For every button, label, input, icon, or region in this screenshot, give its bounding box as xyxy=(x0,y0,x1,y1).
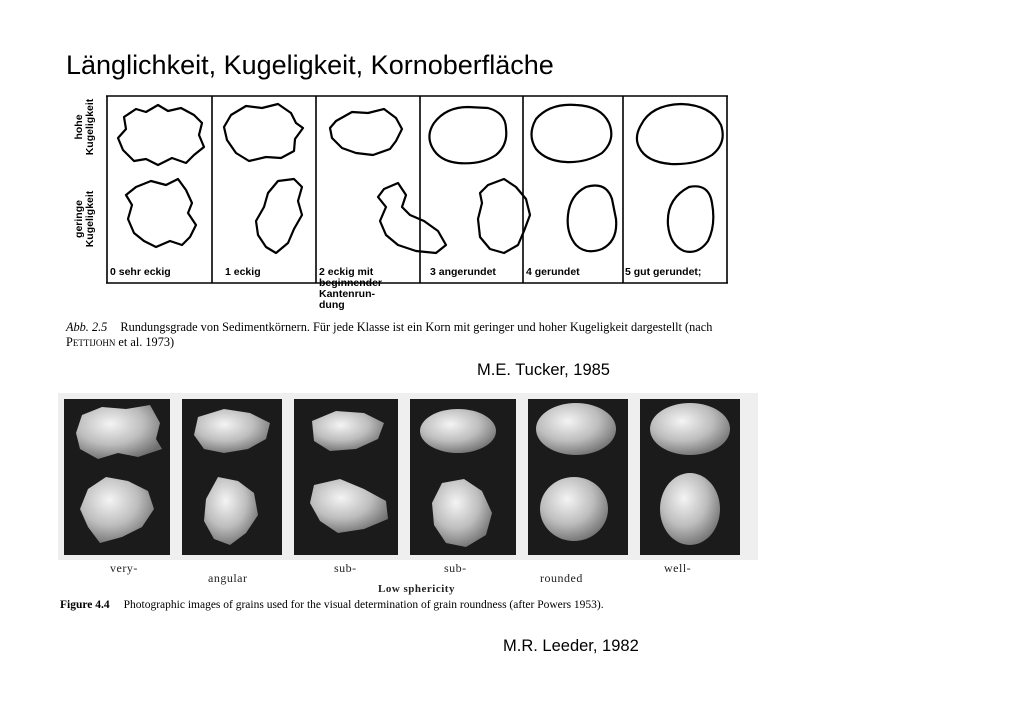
figure2-caption-lead: Figure 4.4 xyxy=(60,599,110,611)
photo-label-low-sphericity: Low sphericity xyxy=(378,583,455,595)
photo-label-very: very- xyxy=(110,561,138,575)
photo-label-well: well- xyxy=(664,561,692,575)
figure2-caption-text: Photographic images of grains used for the visual determination of grain roundness (after Powers 1953). xyxy=(123,599,604,611)
photo-label-sub-2: sub- xyxy=(444,561,467,575)
figure1-caption-tail: et al. 1973) xyxy=(118,335,175,349)
photo-label-rounded: rounded xyxy=(540,571,583,585)
row-label-high-sphericity: hohe Kugeligkeit xyxy=(73,98,96,156)
class-label-1: 1 eckig xyxy=(225,266,261,278)
roundness-figure-photos xyxy=(58,393,758,615)
row-label-low-sphericity: geringe Kugeligkeit xyxy=(73,190,96,248)
class-label-2: 2 eckig mit beginnender Kantenrun- dung xyxy=(319,266,383,311)
roundness-figure-drawing xyxy=(66,95,731,350)
figure1-caption-author: Pettijohn xyxy=(66,335,116,349)
class-label-5: 5 gut gerundet; xyxy=(625,266,702,278)
figure1-caption-text: Rundungsgrade von Sedimentkörnern. Für jede Klasse ist ein Korn mit geringer und hoher Kugeligkeit dargestellt (nach xyxy=(120,320,713,334)
credit-tucker: M.E. Tucker, 1985 xyxy=(477,361,610,379)
figure2-caption xyxy=(60,599,760,611)
class-label-4: 4 gerundet xyxy=(526,266,580,278)
class-label-0: 0 sehr eckig xyxy=(110,266,171,278)
credit-leeder: M.R. Leeder, 1982 xyxy=(503,637,639,655)
grain-drawings-grid xyxy=(106,95,728,285)
grain-photo-panels xyxy=(58,393,758,560)
figure1-caption xyxy=(66,320,731,350)
figure1-caption-lead: Abb. 2.5 xyxy=(66,320,108,334)
photo-label-angular: angular xyxy=(208,571,248,585)
class-label-3: 3 angerundet xyxy=(430,266,496,278)
photo-label-sub-1: sub- xyxy=(334,561,357,575)
page-title: Länglichkeit, Kugeligkeit, Kornoberfläche xyxy=(66,50,554,80)
